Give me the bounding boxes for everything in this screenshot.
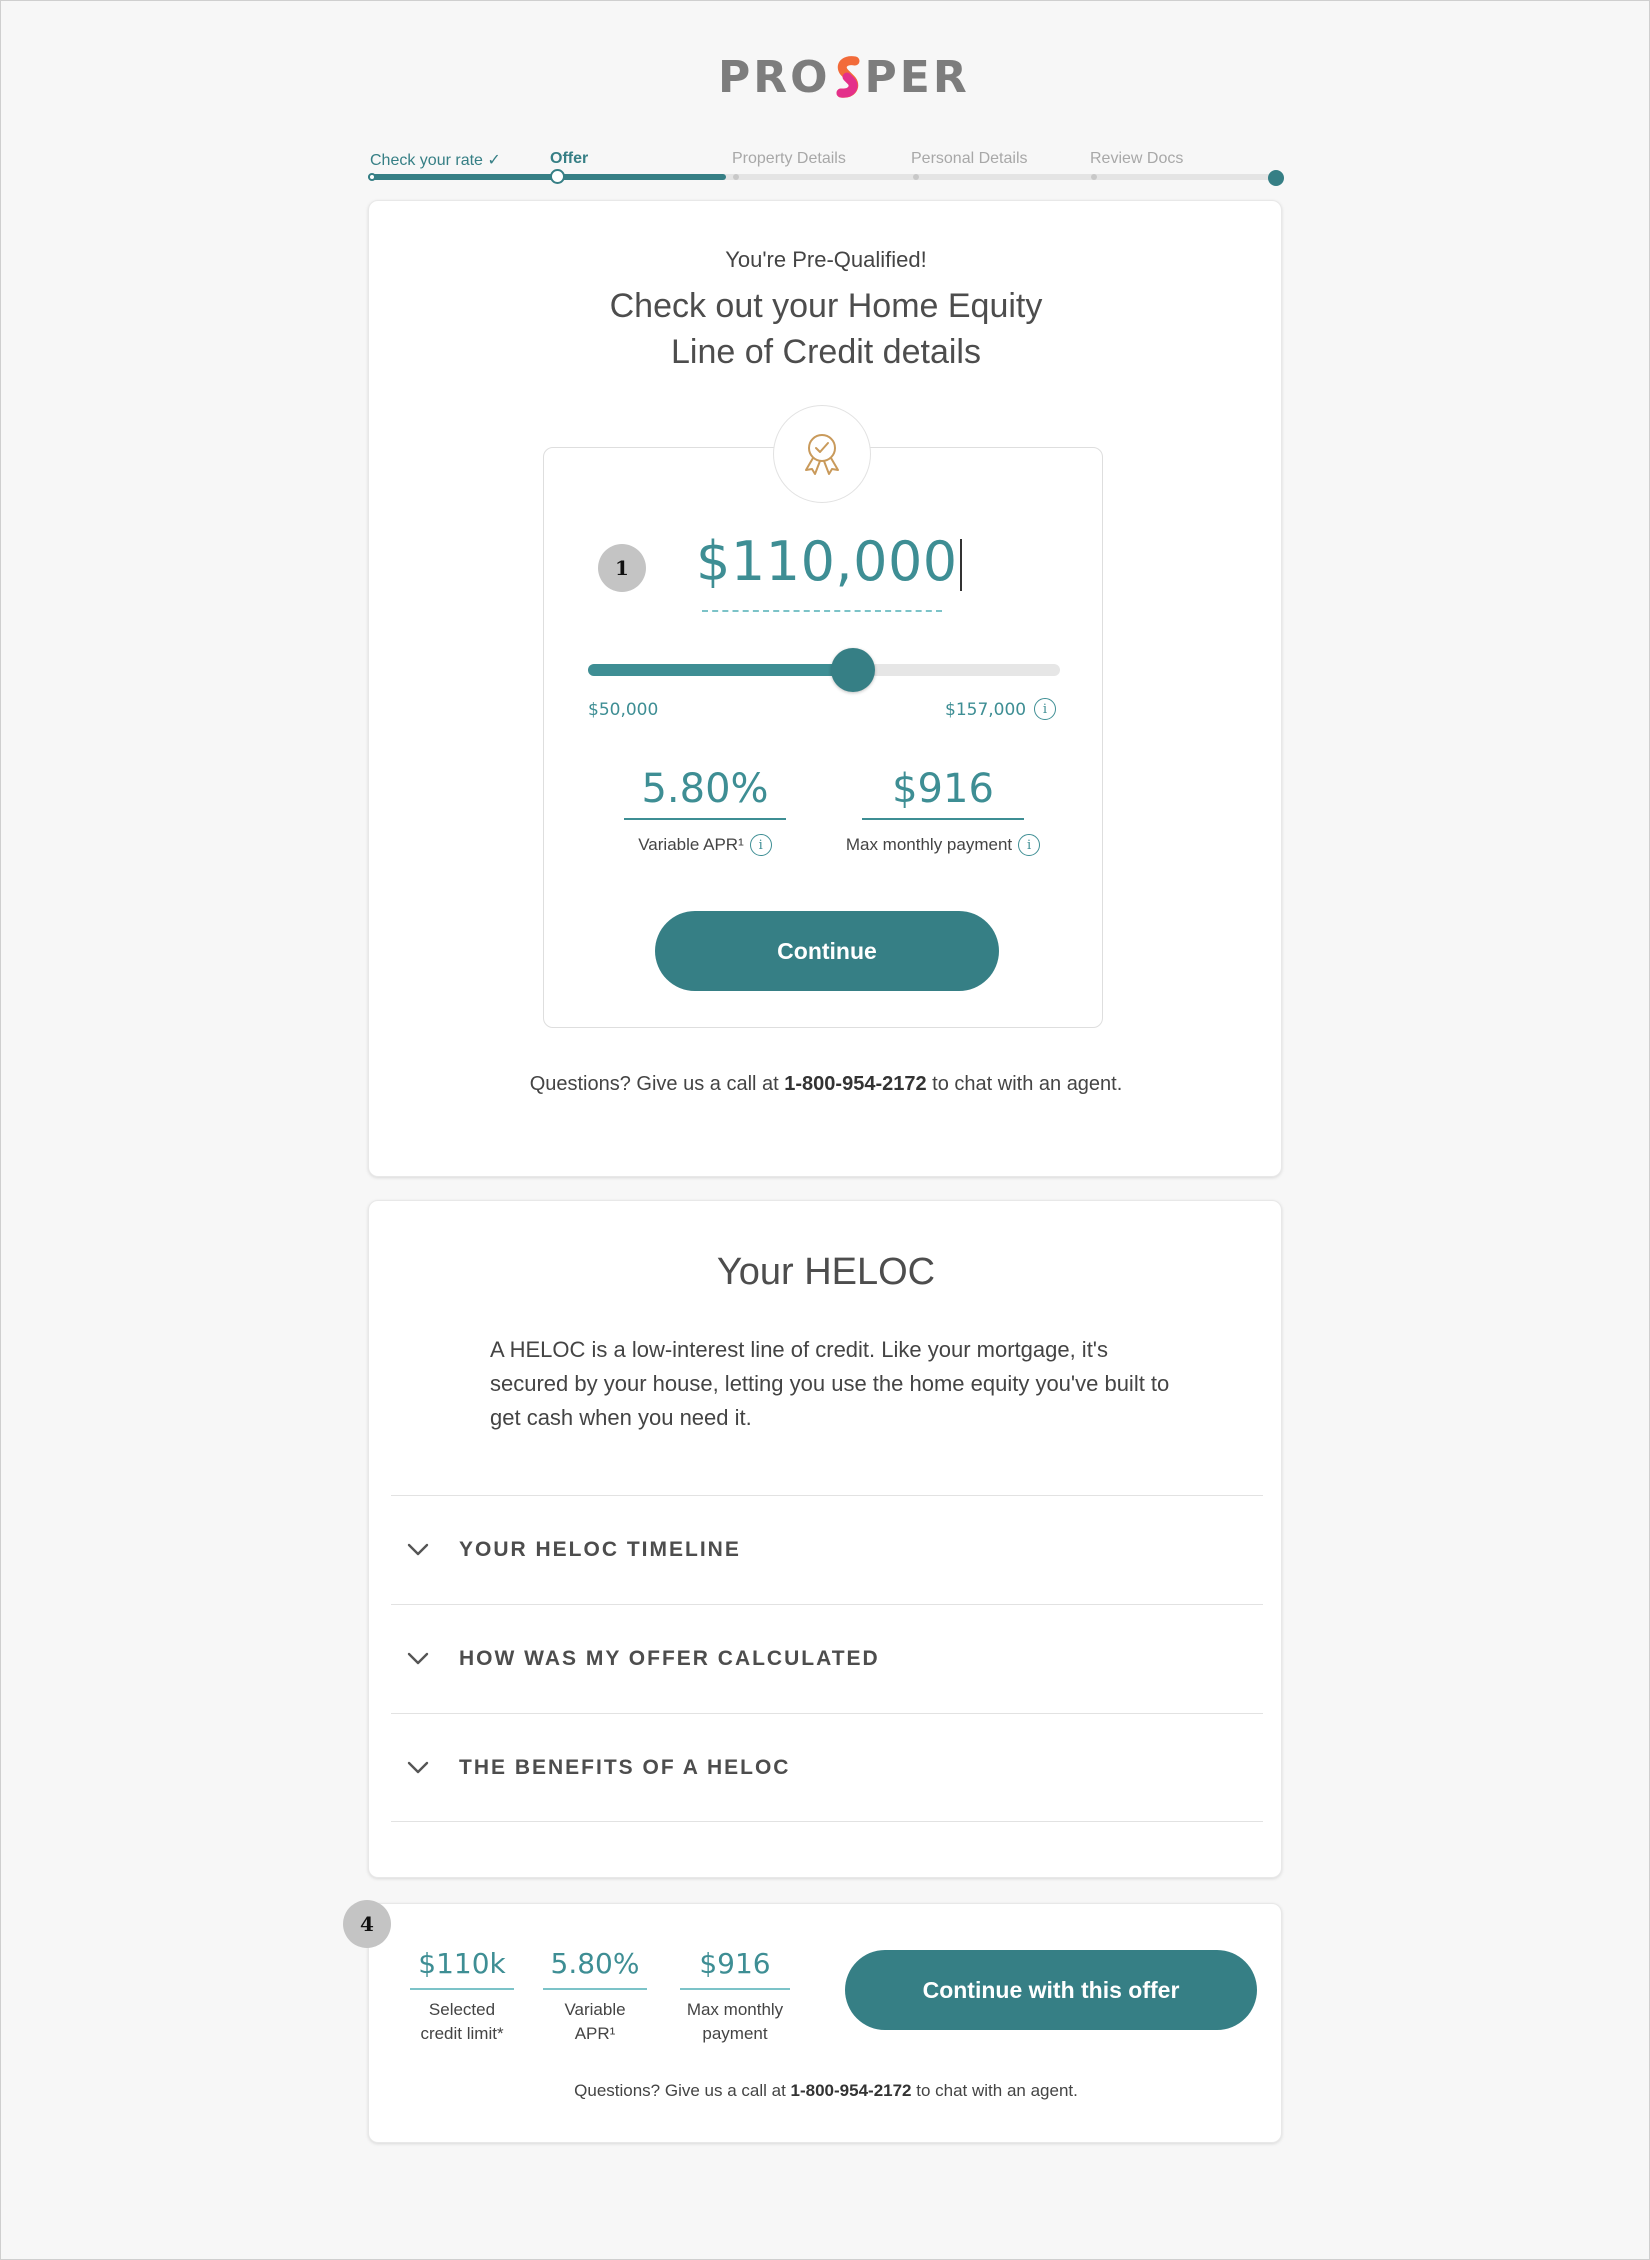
heloc-title: Your HELOC: [716, 1251, 936, 1293]
payment-value: $916: [862, 764, 1024, 820]
phone-link[interactable]: 1-800-954-2172: [790, 2081, 912, 2100]
questions-prefix: Questions? Give us a call at: [529, 1073, 785, 1095]
payment-stat: [845, 764, 1032, 856]
questions-suffix: to chat with an agent.: [926, 1073, 1123, 1095]
progress-current-node: [550, 169, 565, 184]
summary-apr-label: APR¹: [574, 2024, 616, 2043]
progress-fill: [368, 174, 726, 180]
offer-summary-card: [368, 1903, 1282, 2143]
headline-line-1: Check out your Home Equity: [609, 287, 1043, 325]
step-check-your-rate[interactable]: Check your rate ✓: [370, 152, 501, 169]
summary-credit-limit: [410, 1944, 514, 2046]
slider-fill: [588, 664, 853, 676]
step-personal-details: Personal Details: [911, 150, 1028, 167]
summary-payment-value: $916: [680, 1944, 790, 1990]
summary-limit-value: $110k: [410, 1944, 514, 1990]
accordion-item-offer-calculation[interactable]: [391, 1604, 1263, 1713]
progress-dot: [1091, 174, 1097, 180]
annotation-marker-4: 4: [343, 1900, 391, 1948]
amount-underline: [702, 610, 942, 612]
max-amount-info-icon[interactable]: i: [1034, 698, 1056, 720]
accordion-label: HOW WAS MY OFFER CALCULATED: [459, 1647, 880, 1670]
accordion-label: YOUR HELOC TIMELINE: [459, 1538, 741, 1561]
prosper-logo[interactable]: [718, 51, 970, 103]
questions-suffix: to chat with an agent.: [911, 2081, 1078, 2100]
logo-text-right: PER: [864, 51, 970, 103]
chevron-down-icon: [405, 1537, 431, 1563]
summary-limit-label: Selected: [428, 2000, 496, 2019]
credit-amount-value: $110,000: [696, 530, 958, 593]
step-offer[interactable]: Offer: [550, 150, 589, 167]
credit-amount-input[interactable]: [696, 530, 958, 593]
credit-line-panel: [543, 447, 1103, 1028]
slider-min-label: $50,000: [588, 700, 659, 720]
apr-info-icon[interactable]: i: [750, 834, 772, 856]
questions-prefix: Questions? Give us a call at: [574, 2081, 791, 2100]
offer-headline: [369, 283, 1283, 375]
step-review-docs: Review Docs: [1090, 150, 1184, 167]
progress-dot: [733, 174, 739, 180]
annotation-marker-1: 1: [598, 544, 646, 592]
logo-text-left: PRO: [718, 51, 831, 103]
chevron-down-icon: [405, 1755, 431, 1781]
progress-start-node: [368, 173, 376, 181]
accordion-item-timeline[interactable]: [391, 1495, 1263, 1604]
progress-end-node: [1268, 170, 1284, 186]
slider-max-label: $157,000: [945, 700, 1027, 720]
summary-apr-value: 5.80%: [543, 1944, 647, 1990]
prequalified-text: You're Pre-Qualified!: [725, 247, 927, 272]
accordion-item-benefits[interactable]: [391, 1713, 1263, 1822]
phone-link[interactable]: 1-800-954-2172: [784, 1073, 927, 1095]
prosper-s-mark-icon: [833, 55, 863, 99]
questions-text: [369, 1073, 1283, 1096]
apr-label: Variable APR¹: [638, 835, 744, 854]
apr-stat: [624, 764, 786, 856]
credit-amount-slider[interactable]: [588, 664, 1060, 676]
heloc-accordion: [391, 1495, 1263, 1822]
heloc-info-card: [368, 1200, 1282, 1878]
award-ribbon-icon: [773, 405, 871, 503]
summary-questions-text: [369, 2081, 1283, 2101]
summary-apr-label: Variable: [564, 2000, 626, 2019]
step-property-details: Property Details: [732, 150, 846, 167]
summary-payment-label: Max monthly: [686, 2000, 784, 2019]
chevron-down-icon: [405, 1646, 431, 1672]
continue-button[interactable]: Continue: [655, 911, 999, 991]
continue-with-offer-button[interactable]: Continue with this offer: [845, 1950, 1257, 2030]
summary-payment-label: payment: [702, 2024, 768, 2043]
slider-thumb[interactable]: [831, 648, 875, 692]
accordion-label: THE BENEFITS OF A HELOC: [459, 1755, 791, 1779]
summary-limit-label: credit limit*: [420, 2024, 504, 2043]
text-caret: [960, 539, 962, 591]
progress-stepper: [368, 145, 1282, 185]
summary-apr: [543, 1944, 647, 2046]
payment-label: Max monthly payment: [845, 835, 1013, 854]
summary-payment: [680, 1944, 790, 2046]
payment-info-icon[interactable]: i: [1018, 834, 1040, 856]
headline-line-2: Line of Credit details: [671, 333, 981, 371]
apr-value: 5.80%: [624, 764, 786, 820]
heloc-description: A HELOC is a low-interest line of credit. Like your mortgage, it's secured by your house, letting you use the home equity you've built to get cash when you need it.: [490, 1337, 1170, 1430]
progress-dot: [913, 174, 919, 180]
offer-card: [368, 200, 1282, 1177]
